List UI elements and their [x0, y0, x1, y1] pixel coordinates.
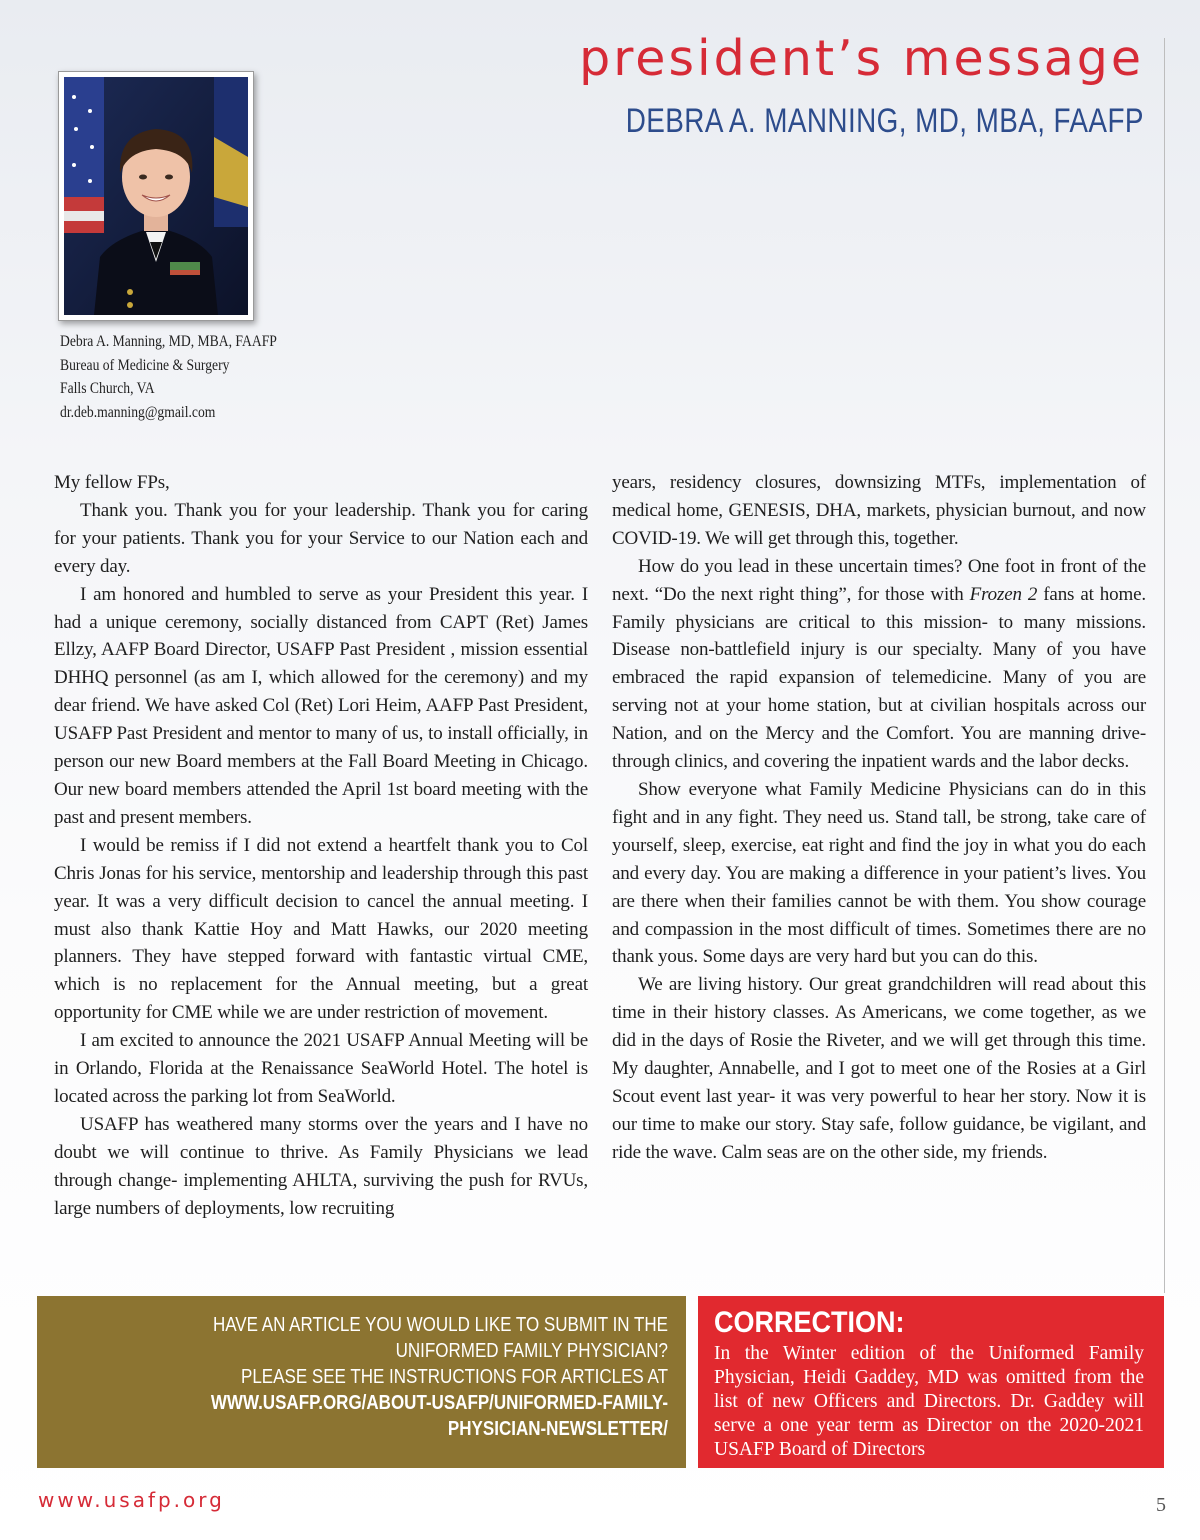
caption-location: Falls Church, VA [60, 380, 155, 397]
letter-column-right [612, 469, 1146, 1167]
paragraph-8: We are living history. Our great grandchildren will read about this time in their history classes. As Americans, we come together, as we did in the days of Rosie the Riveter, and we will get through this time. My daughter, Annabelle, and I got to meet one of the Rosies at a Girl Scout event last year- it was very powerful to hear her story. Now it is our time to make our story. Stay safe, follow guidance, be vigilant, and ride the wave. Calm seas are on the other side, my friends. [612, 974, 1146, 1163]
correction-title: CORRECTION: [714, 1306, 905, 1339]
paragraph-7: Show everyone what Family Medicine Physicians can do in this fight and in any fight. They need us. Stand tall, be strong, take care of yourself, sleep, exercise, eat right and find the joy in what you do each and every day. You are making a difference in your patient’s lives. You are there when their families cannot be with them. You show courage and compassion in the most difficult of times. Sometimes there are no thank yous. Some days are very hard but you can do this. [612, 778, 1146, 968]
caption-organization: Bureau of Medicine & Surgery [60, 356, 230, 374]
page-number: 5 [1156, 1494, 1166, 1516]
correction-text: In the Winter edition of the Uniformed Family Physician, Heidi Gaddey, MD was omitted from the list of new Officers and Directors. Dr. Gaddey will serve a one year term as Director on the 2020-2021 USAFP Board of Directors [714, 1343, 1144, 1460]
correction-box [698, 1296, 1164, 1468]
paragraph-3: I would be remiss if I did not extend a heartfelt thank you to Col Chris Jonas for his service, mentorship and leadership through this past year. It was a very difficult decision to cancel the annual meeting. I must also thank Kattie Hoy and Matt Hawks, our 2020 meeting planners. They have stepped forward with fantastic virtual CME, which is no replacement for the Annual meeting, but a great opportunity for CME while we are under restriction of movement. [54, 834, 588, 1024]
author-name-heading: DEBRA A. MANNING, MD, MBA, FAAFP [625, 102, 1144, 140]
author-caption [60, 330, 277, 424]
section-title: president’s message [579, 30, 1144, 87]
letter-column-left [54, 469, 588, 1222]
page-divider-line [1164, 38, 1165, 1293]
paragraph-2: I am honored and humbled to serve as your President this year. I had a unique ceremony, socially distanced from CAPT (Ret) James Ellzy, AAFP Board Director, USAFP Past President , mission essential DHHQ personnel (as am I, which allowed for the ceremony) and my dear friend. We have asked Col (Ret) Lori Heim, AAFP Past President, USAFP Past President and mentor to many of us, to install officially, in person our new Board members at the Fall Board Meeting in Chicago. Our new board members attended the April 1st board meeting with the past and present members. [54, 583, 588, 828]
paragraph-5-text: USAFP has weathered many storms over the years and I have no doubt we will continue to thrive. As Family Physicians we lead through change- implementing AHLTA, surviving the push for RVUs, large numbers of deployments, low recruiting [54, 1113, 588, 1219]
caption-name: Debra A. Manning, MD, MBA, FAAFP [60, 333, 277, 350]
paragraph-5 [54, 1111, 588, 1223]
portrait-photo-icon [64, 77, 248, 315]
paragraph-6-text-a: How do you lead in these uncertain times? One foot in front of the next. “Do the next right thing”, for those with [612, 555, 1146, 605]
paragraph-6 [612, 553, 1146, 776]
submit-line-1: HAVE AN ARTICLE YOU WOULD LIKE TO SUBMIT IN THE UNIFORMED FAMILY PHYSICIAN? [212, 1314, 668, 1362]
caption-email[interactable]: dr.deb.manning@gmail.com [60, 403, 216, 421]
submission-url-link[interactable]: WWW.USAFP.ORG/ABOUT-USAFP/UNIFORMED-FAMILY-PHYSICIAN-NEWSLETTER/ [210, 1392, 668, 1440]
footer-website-link[interactable]: www.usafp.org [38, 1488, 225, 1512]
paragraph-6-text-b: fans at home. Family physicians are critical to this mission- to many missions. Disease non-battlefield injury is our specialty. Many of you have embraced the rapid expansion of telemedicine. Many of you are serving not at your home station, but at civilian hospitals across our Nation, and on the Mercy and the Comfort. You are manning drive-through clinics, and covering the inpatient wards and the labor decks. [612, 583, 1146, 773]
paragraph-4: I am excited to announce the 2021 USAFP Annual Meeting will be in Orlando, Florida at the Renaissance SeaWorld Hotel. The hotel is located across the parking lot from SeaWorld. [54, 1030, 588, 1107]
salutation: My fellow FPs, [54, 472, 170, 493]
movie-title: Frozen 2 [969, 583, 1038, 605]
paragraph-1: Thank you. Thank you for your leadership. Thank you for caring for your patients. Thank you for your Service to our Nation each and every day. [54, 499, 588, 577]
submit-line-2: PLEASE SEE THE INSTRUCTIONS FOR ARTICLES AT [241, 1366, 669, 1388]
article-submission-box [37, 1296, 686, 1468]
portrait-photo [58, 71, 254, 321]
paragraph-5-continued: years, residency closures, downsizing MTFs, implementation of medical home, GENESIS, DHA, markets, physician burnout, and now COVID-19. We will get through this, together. [612, 472, 1146, 549]
